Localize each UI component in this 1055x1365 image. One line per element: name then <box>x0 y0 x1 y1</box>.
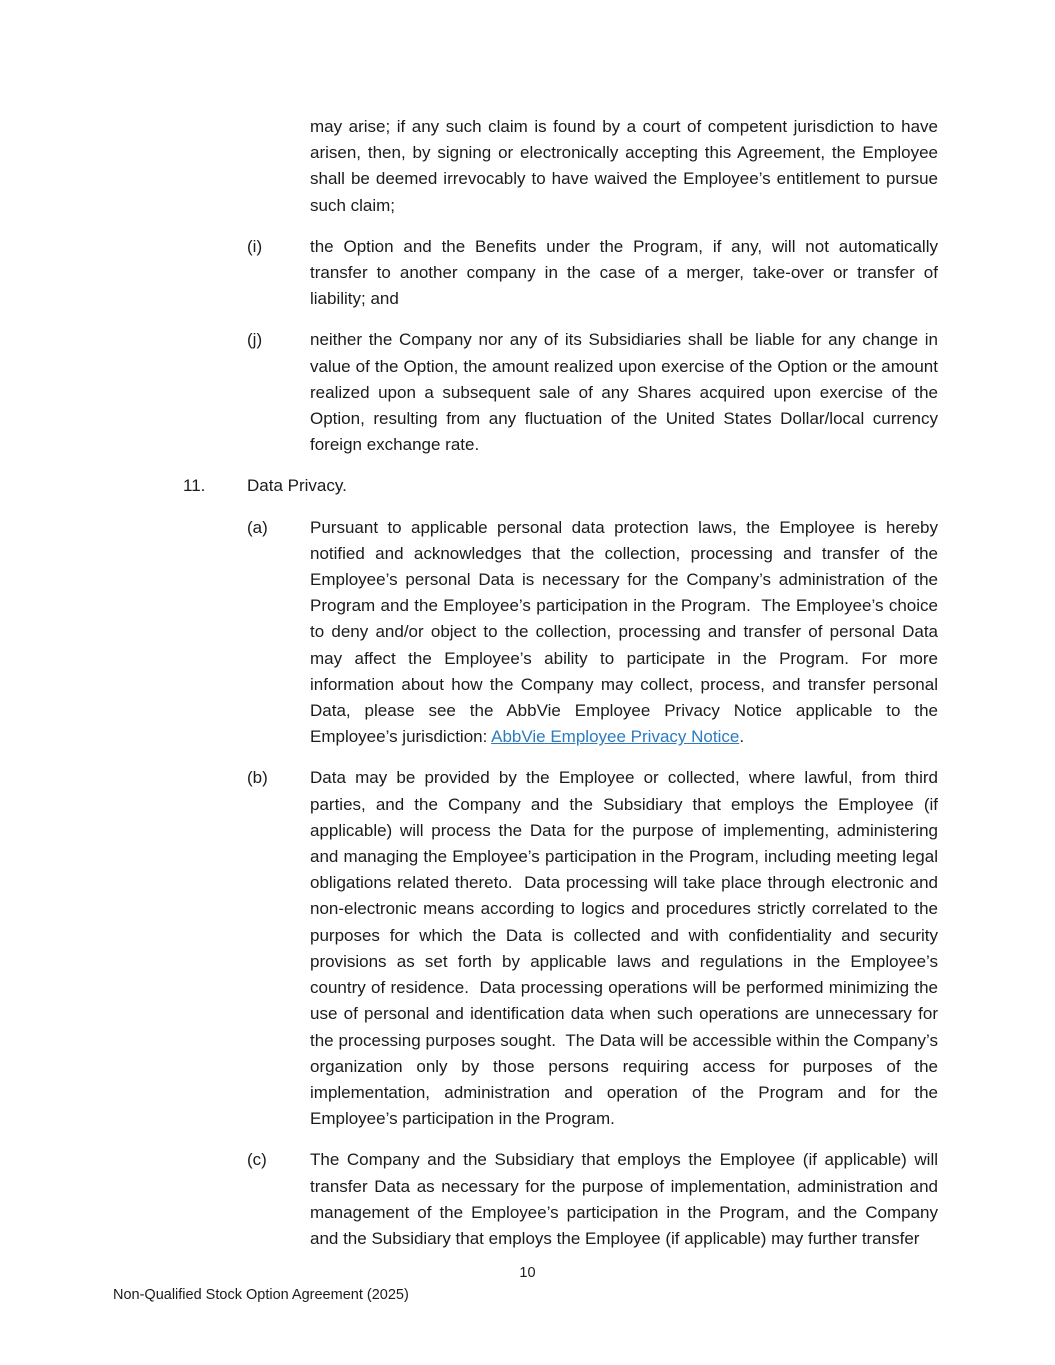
list-item-j <box>183 327 943 458</box>
footer-document-title: Non-Qualified Stock Option Agreement (2025) <box>113 1287 409 1303</box>
list-marker-c: (c) <box>247 1150 267 1170</box>
page-number: 10 <box>519 1265 536 1281</box>
list-item-c <box>183 1147 943 1252</box>
list-text-b: Data may be provided by the Employee or collected, where lawful, from third parties, and the Company and the Subsidiary that employs the Employee (if applicable) will process the Data for the purpose of implementing, administering and managing the Employee’s participation in the Program, including meeting legal obligations related thereto. Data processing will take place through electronic and non-electronic means according to logics and procedures strictly correlated to the purposes for which the Data is collected and with confidentiality and security provisions as set forth by applicable laws and regulations in the Employee’s country of residence. Data processing operations will be performed minimizing the use of personal and identification data when such operations are unnecessary for the processing purposes sought. The Data will be accessible within the Company’s organization only by those persons requiring access for purposes of the implementation, administration and operation of the Program and for the Employee’s participation in the Program. <box>310 768 943 1129</box>
list-item-i <box>183 234 943 313</box>
list-text-j: neither the Company nor any of its Subsidiaries shall be liable for any change in value of the Option, the amount realized upon exercise of the Option or the amount realized upon a subsequent sale of any Shares acquired upon exercise of the Option, resulting from any fluctuation of the United States Dollar/local currency foreign exchange rate. <box>310 330 943 455</box>
list-item-a <box>183 515 943 751</box>
list-marker-j: (j) <box>247 330 263 350</box>
list-marker-b: (b) <box>247 768 268 788</box>
section-number: 11. <box>183 476 206 496</box>
list-item-b <box>183 765 943 1132</box>
paragraph-claim-waiver: may arise; if any such claim is found by a court of competent jurisdiction to have arisen, then, by signing or electronically accepting this Agreement, the Employee shall be deemed irrevocably to have waived the Employee’s entitlement to pursue such claim; <box>310 117 943 215</box>
list-marker-i: (i) <box>247 236 263 256</box>
paragraph-row-claim-waiver <box>183 114 943 219</box>
list-text-a-before-link: Pursuant to applicable personal data protection laws, the Employee is hereby notified and acknowledges that the collection, processing and transfer of the Employee’s personal Data is necessary for the Company’s administration of the Program and the Employee’s participation in the Program. The Employee’s choice to deny and/or object to the collection, processing and transfer of personal Data may affect the Employee’s ability to participate in the Program. For more information about how the Company may collect, process, and transfer personal Data, please see the AbbVie Employee Privacy Notice applicable to the Employee’s jurisdiction: <box>310 517 943 747</box>
list-text-i: the Option and the Benefits under the Program, if any, will not automatically transfer to another company in the case of a merger, take-over or transfer of liability; and <box>310 236 943 309</box>
section-title: Data Privacy. <box>247 476 347 496</box>
list-marker-a: (a) <box>247 517 268 537</box>
document-body <box>183 114 943 1267</box>
abbvie-privacy-notice-link[interactable]: AbbVie Employee Privacy Notice <box>491 727 740 747</box>
list-text-a-after-link: . <box>739 727 745 747</box>
section-heading-data-privacy <box>183 473 938 499</box>
list-text-a <box>310 515 943 751</box>
list-text-c: The Company and the Subsidiary that employs the Employee (if applicable) will transfer Data as necessary for the purpose of implementation, administration and management of the Employee’s participation in the Program, and the Company and the Subsidiary that employs the Employee (if applicable) may further transfer <box>310 1150 943 1248</box>
